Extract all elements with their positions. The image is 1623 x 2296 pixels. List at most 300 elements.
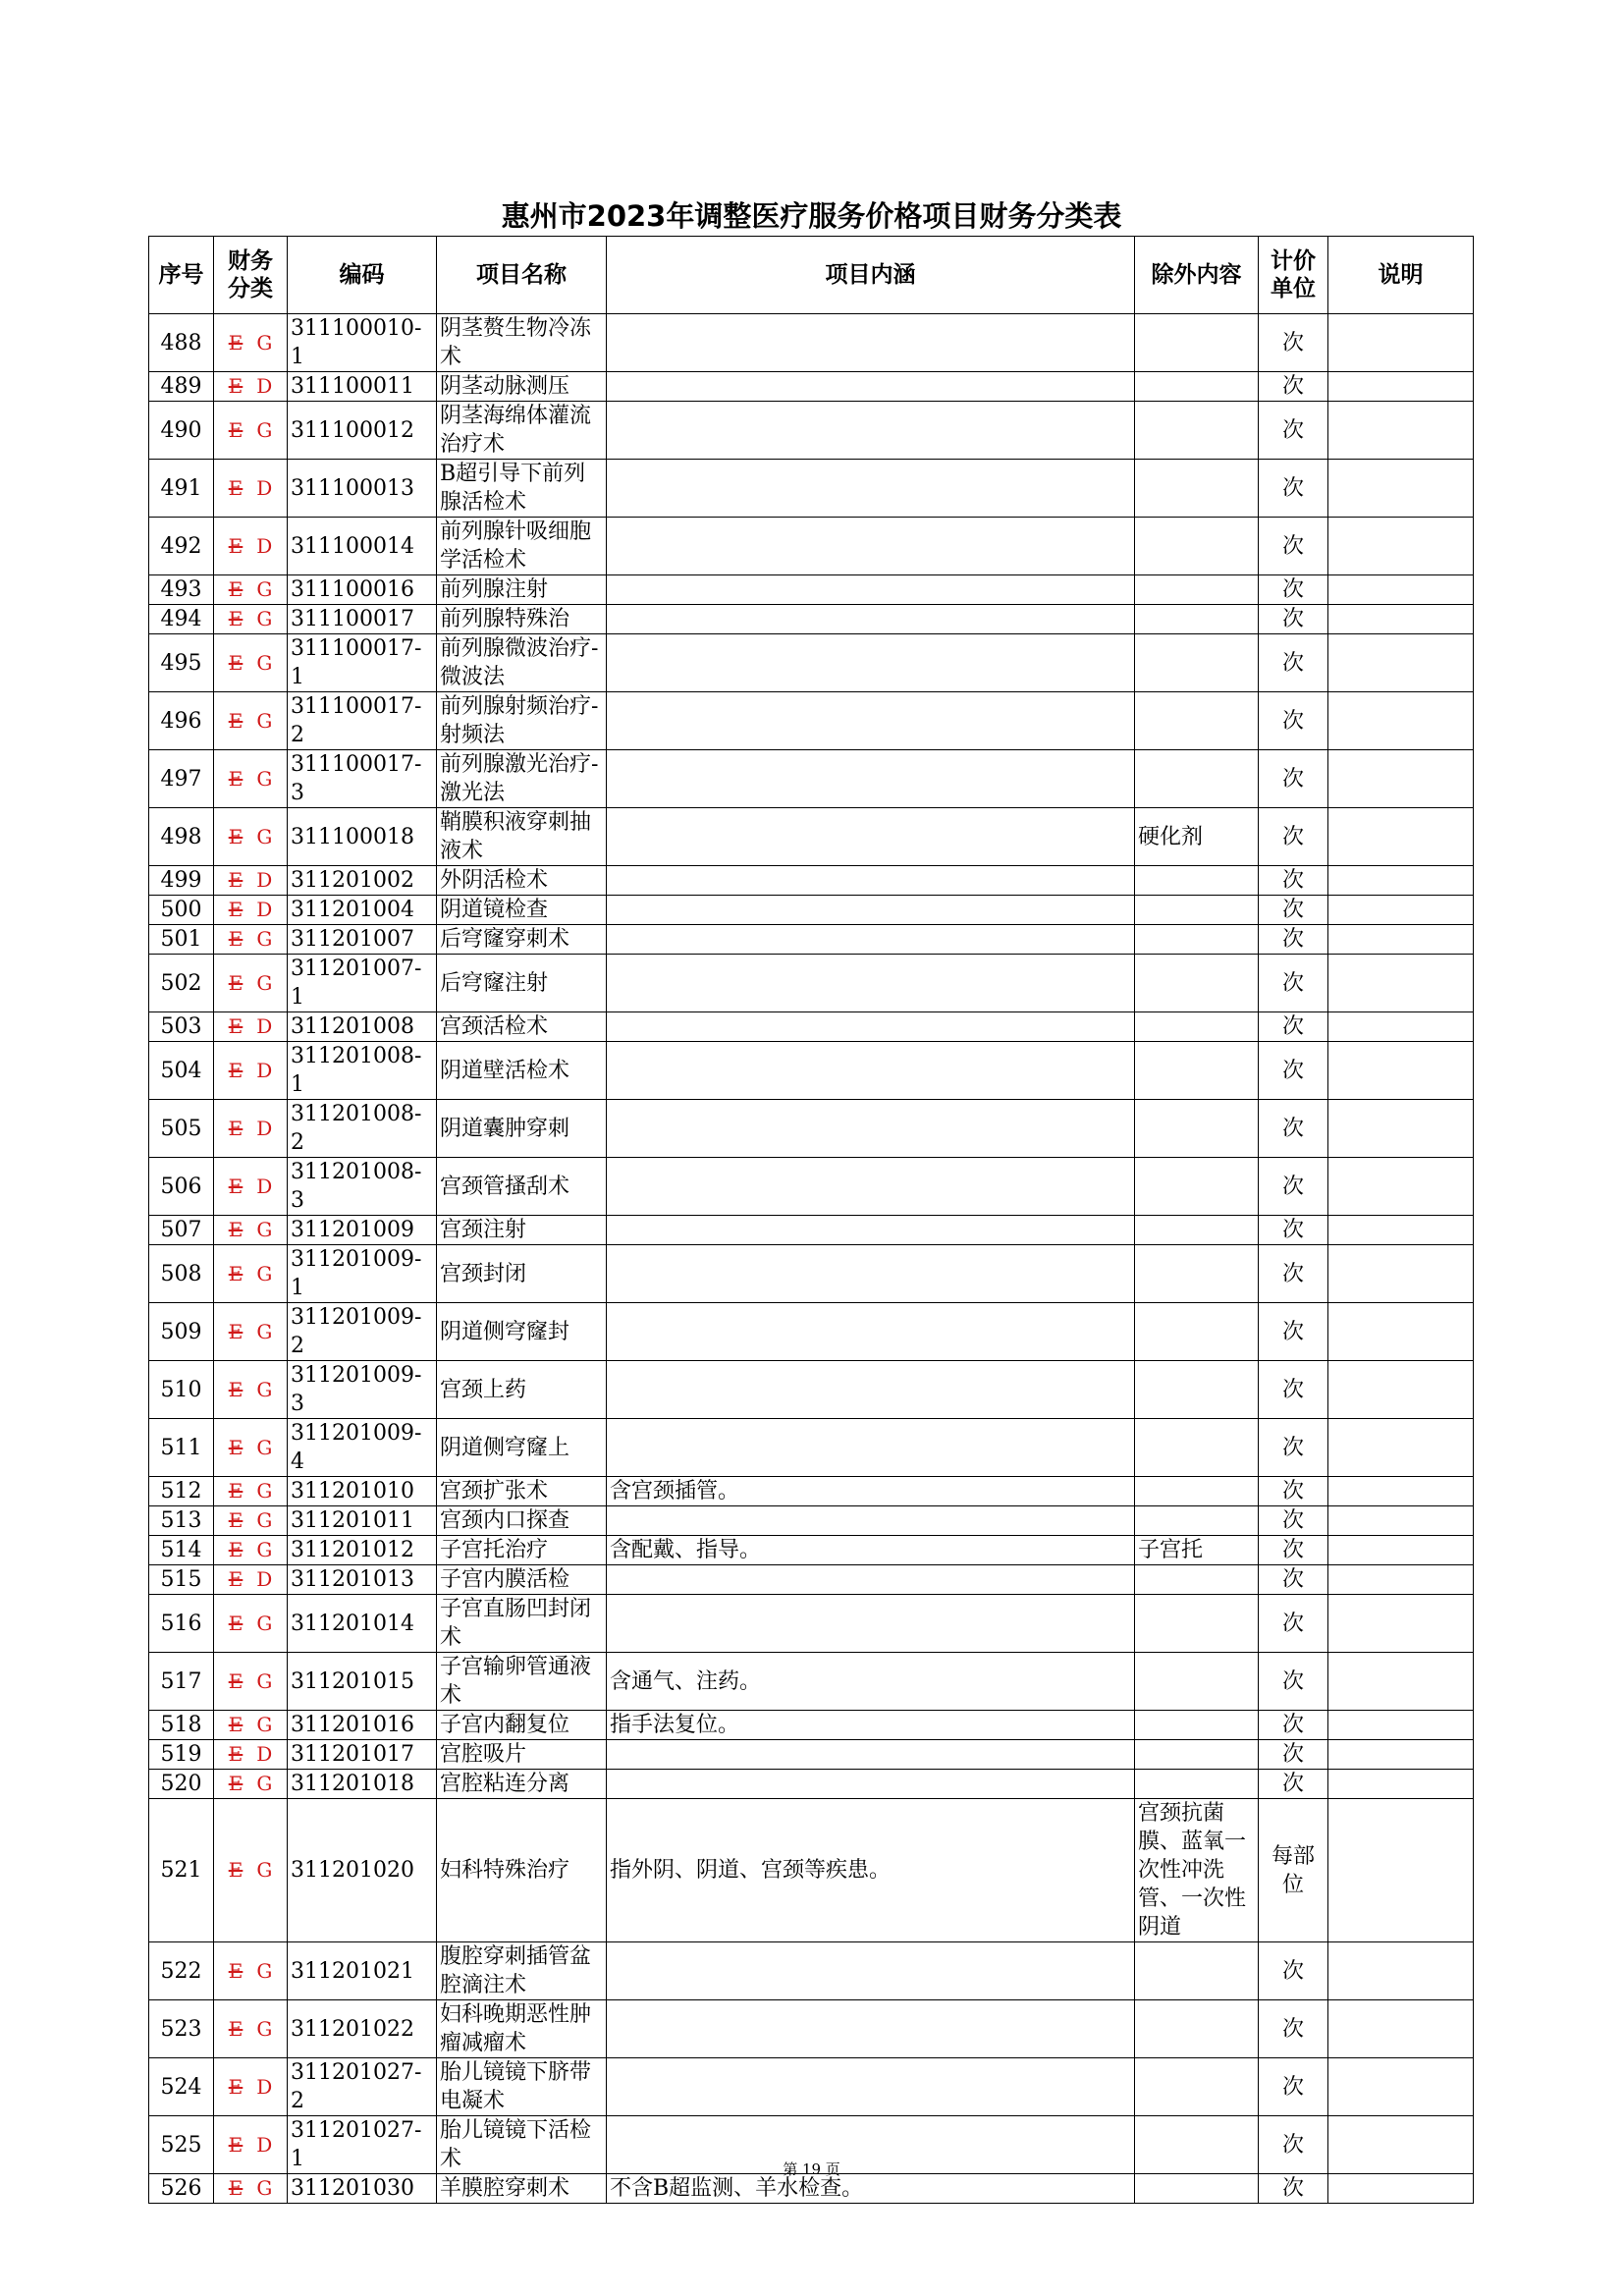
row-category — [214, 925, 288, 955]
row-content: 含通气、注药。 — [607, 1653, 1135, 1711]
category-letter: G — [256, 607, 273, 630]
header-seq: 序号 — [149, 237, 214, 314]
category-struck-letter: E — [228, 970, 243, 995]
row-note — [1328, 1653, 1474, 1711]
category-letter: G — [256, 1319, 273, 1343]
row-seq: 510 — [149, 1361, 214, 1419]
category-struck-letter: E — [228, 475, 243, 500]
row-excluded — [1135, 1100, 1259, 1158]
row-content — [607, 1740, 1135, 1770]
row-code: 311201008-2 — [288, 1100, 437, 1158]
row-note — [1328, 1770, 1474, 1799]
row-content — [607, 1303, 1135, 1361]
row-name: 子宫内翻复位 — [437, 1711, 607, 1740]
row-excluded — [1135, 575, 1259, 605]
row-name: 妇科特殊治疗 — [437, 1799, 607, 1942]
row-content — [607, 575, 1135, 605]
row-code: 311201030 — [288, 2174, 437, 2204]
header-name: 项目名称 — [437, 237, 607, 314]
row-category — [214, 1012, 288, 1042]
row-excluded — [1135, 1361, 1259, 1419]
row-note — [1328, 2000, 1474, 2058]
row-seq: 493 — [149, 575, 214, 605]
category-struck-letter: E — [228, 708, 243, 733]
row-seq: 525 — [149, 2116, 214, 2174]
row-note — [1328, 402, 1474, 460]
table-row — [149, 1477, 1474, 1506]
row-excluded — [1135, 1477, 1259, 1506]
row-category — [214, 314, 288, 372]
row-excluded — [1135, 1536, 1259, 1565]
category-letter: G — [256, 417, 273, 442]
row-category — [214, 402, 288, 460]
row-content — [607, 1012, 1135, 1042]
category-struck-letter: E — [228, 1713, 243, 1736]
category-struck-letter: E — [228, 1116, 243, 1140]
category-letter: D — [256, 898, 273, 921]
row-name: 阴茎海绵体灌流治疗术 — [437, 402, 607, 460]
row-category — [214, 1419, 288, 1477]
row-unit: 次 — [1259, 2116, 1328, 2174]
row-seq: 512 — [149, 1477, 214, 1506]
row-name: 阴道侧穹窿封 — [437, 1303, 607, 1361]
row-code: 311100010-1 — [288, 314, 437, 372]
row-code: 311100012 — [288, 402, 437, 460]
category-struck-letter: E — [228, 1377, 243, 1401]
row-category — [214, 1245, 288, 1303]
category-struck-letter: E — [228, 1668, 243, 1693]
table-row — [149, 808, 1474, 866]
row-unit: 次 — [1259, 1245, 1328, 1303]
row-note — [1328, 1158, 1474, 1216]
row-seq: 498 — [149, 808, 214, 866]
row-code: 311201011 — [288, 1506, 437, 1536]
table-row — [149, 634, 1474, 692]
row-code: 311201009-2 — [288, 1303, 437, 1361]
row-code: 311201016 — [288, 1711, 437, 1740]
row-seq: 524 — [149, 2058, 214, 2116]
row-name: 前列腺针吸细胞学活检术 — [437, 518, 607, 575]
row-content: 含宫颈插管。 — [607, 1477, 1135, 1506]
row-seq: 503 — [149, 1012, 214, 1042]
category-letter: D — [256, 1742, 273, 1766]
row-excluded — [1135, 2058, 1259, 2116]
row-seq: 504 — [149, 1042, 214, 1100]
row-code: 311100017-2 — [288, 692, 437, 750]
category-struck-letter: E — [228, 1174, 243, 1198]
table-row — [149, 866, 1474, 896]
category-letter: G — [256, 1668, 273, 1693]
row-code: 311201004 — [288, 896, 437, 925]
row-note — [1328, 1536, 1474, 1565]
row-excluded — [1135, 2000, 1259, 2058]
row-code: 311100017 — [288, 605, 437, 634]
category-letter: G — [256, 2016, 273, 2041]
row-unit: 次 — [1259, 372, 1328, 402]
category-struck-letter: E — [228, 2132, 243, 2157]
row-seq: 519 — [149, 1740, 214, 1770]
table-row — [149, 896, 1474, 925]
category-letter: D — [256, 2132, 273, 2157]
category-letter: G — [256, 577, 273, 601]
row-unit: 次 — [1259, 1770, 1328, 1799]
table-row — [149, 518, 1474, 575]
category-struck-letter: E — [228, 1538, 243, 1561]
row-note — [1328, 1565, 1474, 1595]
row-note — [1328, 692, 1474, 750]
row-unit: 次 — [1259, 1506, 1328, 1536]
row-name: 前列腺微波治疗-微波法 — [437, 634, 607, 692]
row-content — [607, 866, 1135, 896]
category-struck-letter: E — [228, 927, 243, 951]
row-note — [1328, 1042, 1474, 1100]
category-struck-letter: E — [228, 607, 243, 630]
row-content — [607, 1942, 1135, 2000]
category-struck-letter: E — [228, 1742, 243, 1766]
table-row — [149, 1303, 1474, 1361]
row-code: 311100013 — [288, 460, 437, 518]
category-letter: D — [256, 475, 273, 500]
row-seq: 491 — [149, 460, 214, 518]
row-seq: 521 — [149, 1799, 214, 1942]
row-excluded — [1135, 1565, 1259, 1595]
row-seq: 514 — [149, 1536, 214, 1565]
row-unit: 每部位 — [1259, 1799, 1328, 1942]
row-excluded — [1135, 750, 1259, 808]
category-letter: D — [256, 1058, 273, 1082]
row-note — [1328, 1303, 1474, 1361]
header-note: 说明 — [1328, 237, 1474, 314]
table-body — [149, 314, 1474, 2204]
row-unit: 次 — [1259, 896, 1328, 925]
category-struck-letter: E — [228, 1014, 243, 1038]
row-code: 311201009 — [288, 1216, 437, 1245]
row-category — [214, 1799, 288, 1942]
row-note — [1328, 896, 1474, 925]
row-excluded — [1135, 1245, 1259, 1303]
row-code: 311201007 — [288, 925, 437, 955]
row-category — [214, 750, 288, 808]
category-letter: D — [256, 1567, 273, 1591]
table-row — [149, 1216, 1474, 1245]
row-seq: 496 — [149, 692, 214, 750]
category-letter: G — [256, 708, 273, 733]
row-name: 宫颈活检术 — [437, 1012, 607, 1042]
row-unit: 次 — [1259, 1419, 1328, 1477]
row-note — [1328, 750, 1474, 808]
row-excluded — [1135, 372, 1259, 402]
category-struck-letter: E — [228, 1772, 243, 1795]
row-code: 311201009-4 — [288, 1419, 437, 1477]
row-excluded — [1135, 634, 1259, 692]
row-name: 子宫输卵管通液术 — [437, 1653, 607, 1711]
row-code: 311201009-3 — [288, 1361, 437, 1419]
row-excluded — [1135, 1042, 1259, 1100]
category-letter: G — [256, 1508, 273, 1532]
row-excluded — [1135, 314, 1259, 372]
row-excluded — [1135, 518, 1259, 575]
row-code: 311201008-3 — [288, 1158, 437, 1216]
row-note — [1328, 1477, 1474, 1506]
row-seq: 526 — [149, 2174, 214, 2204]
table-row — [149, 605, 1474, 634]
category-struck-letter: E — [228, 1218, 243, 1241]
category-struck-letter: E — [228, 1435, 243, 1459]
row-note — [1328, 1506, 1474, 1536]
row-unit: 次 — [1259, 1740, 1328, 1770]
category-struck-letter: E — [228, 1058, 243, 1082]
row-note — [1328, 866, 1474, 896]
table-row — [149, 750, 1474, 808]
row-unit: 次 — [1259, 1711, 1328, 1740]
excluded-text: 硬化剂 — [1138, 824, 1204, 849]
row-unit: 次 — [1259, 1361, 1328, 1419]
table-row — [149, 955, 1474, 1012]
row-category — [214, 1158, 288, 1216]
row-seq: 500 — [149, 896, 214, 925]
row-note — [1328, 808, 1474, 866]
row-seq: 511 — [149, 1419, 214, 1477]
row-unit: 次 — [1259, 575, 1328, 605]
category-struck-letter: E — [228, 868, 243, 892]
row-category — [214, 1477, 288, 1506]
header-row — [149, 237, 1474, 314]
category-struck-letter: E — [228, 2176, 243, 2200]
row-excluded — [1135, 1942, 1259, 2000]
category-letter: G — [256, 1218, 273, 1241]
table-row — [149, 1361, 1474, 1419]
row-unit: 次 — [1259, 402, 1328, 460]
row-unit: 次 — [1259, 955, 1328, 1012]
row-content — [607, 692, 1135, 750]
row-excluded — [1135, 808, 1259, 866]
row-note — [1328, 955, 1474, 1012]
row-category — [214, 605, 288, 634]
row-note — [1328, 1216, 1474, 1245]
row-unit: 次 — [1259, 1100, 1328, 1158]
row-code: 311201015 — [288, 1653, 437, 1711]
category-struck-letter: E — [228, 650, 243, 675]
page-title: 惠州市2023年调整医疗服务价格项目财务分类表 — [501, 199, 1122, 233]
row-excluded — [1135, 896, 1259, 925]
row-name: B超引导下前列腺活检术 — [437, 460, 607, 518]
table-row — [149, 1100, 1474, 1158]
category-letter: G — [256, 1958, 273, 1983]
row-excluded — [1135, 1158, 1259, 1216]
category-letter: D — [256, 868, 273, 892]
row-seq: 509 — [149, 1303, 214, 1361]
row-name: 宫颈管搔刮术 — [437, 1158, 607, 1216]
row-category — [214, 2000, 288, 2058]
row-unit: 次 — [1259, 1653, 1328, 1711]
row-seq: 494 — [149, 605, 214, 634]
category-letter: G — [256, 1611, 273, 1635]
category-struck-letter: E — [228, 1958, 243, 1983]
row-seq: 507 — [149, 1216, 214, 1245]
row-note — [1328, 1799, 1474, 1942]
category-struck-letter: E — [228, 898, 243, 921]
row-content — [607, 1042, 1135, 1100]
header-category: 财务分类 — [214, 237, 288, 314]
row-content: 不含B超监测、羊水检查。 — [607, 2174, 1135, 2204]
row-code: 311201027-1 — [288, 2116, 437, 2174]
category-struck-letter: E — [228, 1261, 243, 1285]
row-excluded — [1135, 1653, 1259, 1711]
row-note — [1328, 1419, 1474, 1477]
row-note — [1328, 460, 1474, 518]
row-content — [607, 1565, 1135, 1595]
row-name: 前列腺激光治疗-激光法 — [437, 750, 607, 808]
category-letter: D — [256, 1174, 273, 1198]
row-seq: 518 — [149, 1711, 214, 1740]
category-letter: G — [256, 1772, 273, 1795]
row-name: 前列腺注射 — [437, 575, 607, 605]
row-unit: 次 — [1259, 750, 1328, 808]
row-excluded — [1135, 1770, 1259, 1799]
row-content — [607, 1216, 1135, 1245]
row-category — [214, 1653, 288, 1711]
row-excluded — [1135, 866, 1259, 896]
row-category — [214, 2058, 288, 2116]
row-name: 阴道镜检查 — [437, 896, 607, 925]
row-category — [214, 896, 288, 925]
row-content — [607, 1595, 1135, 1653]
row-note — [1328, 634, 1474, 692]
category-letter: G — [256, 1858, 273, 1882]
row-note — [1328, 2058, 1474, 2116]
row-seq: 499 — [149, 866, 214, 896]
row-category — [214, 372, 288, 402]
row-code: 311100014 — [288, 518, 437, 575]
row-seq: 505 — [149, 1100, 214, 1158]
row-category — [214, 1595, 288, 1653]
row-note — [1328, 605, 1474, 634]
category-letter: G — [256, 1377, 273, 1401]
table-row — [149, 2058, 1474, 2116]
row-excluded — [1135, 1799, 1259, 1942]
row-unit: 次 — [1259, 2058, 1328, 2116]
table-row — [149, 1536, 1474, 1565]
row-name: 子宫内膜活检 — [437, 1565, 607, 1595]
row-code: 311100017-1 — [288, 634, 437, 692]
row-category — [214, 692, 288, 750]
table-row — [149, 575, 1474, 605]
row-content — [607, 402, 1135, 460]
row-category — [214, 518, 288, 575]
row-seq: 516 — [149, 1595, 214, 1653]
row-content — [607, 750, 1135, 808]
page-number: 第 19 页 — [783, 2160, 840, 2178]
row-seq: 489 — [149, 372, 214, 402]
row-excluded — [1135, 1303, 1259, 1361]
category-struck-letter: E — [228, 2016, 243, 2041]
table-row — [149, 314, 1474, 372]
category-letter: G — [256, 824, 273, 848]
category-letter: G — [256, 330, 273, 355]
row-seq: 513 — [149, 1506, 214, 1536]
row-seq: 506 — [149, 1158, 214, 1216]
row-name: 前列腺特殊治 — [437, 605, 607, 634]
row-content — [607, 605, 1135, 634]
row-note — [1328, 1942, 1474, 2000]
row-excluded — [1135, 1506, 1259, 1536]
row-content — [607, 1245, 1135, 1303]
table-row — [149, 1653, 1474, 1711]
row-note — [1328, 1595, 1474, 1653]
row-name: 阴茎动脉测压 — [437, 372, 607, 402]
row-code: 311201010 — [288, 1477, 437, 1506]
row-seq: 515 — [149, 1565, 214, 1595]
header-excluded: 除外内容 — [1135, 237, 1259, 314]
row-content — [607, 314, 1135, 372]
row-content — [607, 1770, 1135, 1799]
row-unit: 次 — [1259, 1477, 1328, 1506]
row-unit: 次 — [1259, 866, 1328, 896]
category-struck-letter: E — [228, 1858, 243, 1882]
row-category — [214, 1770, 288, 1799]
table-row — [149, 460, 1474, 518]
row-content — [607, 1100, 1135, 1158]
row-category — [214, 808, 288, 866]
row-unit: 次 — [1259, 692, 1328, 750]
row-note — [1328, 314, 1474, 372]
row-name: 外阴活检术 — [437, 866, 607, 896]
table-row — [149, 1012, 1474, 1042]
row-unit: 次 — [1259, 1942, 1328, 2000]
category-letter: D — [256, 374, 273, 398]
row-unit: 次 — [1259, 1158, 1328, 1216]
category-letter: G — [256, 2176, 273, 2200]
header-unit: 计价单位 — [1259, 237, 1328, 314]
row-unit: 次 — [1259, 605, 1328, 634]
row-excluded — [1135, 925, 1259, 955]
row-code: 311100017-3 — [288, 750, 437, 808]
row-name: 阴茎赘生物冷冻术 — [437, 314, 607, 372]
row-seq: 490 — [149, 402, 214, 460]
row-category — [214, 460, 288, 518]
category-struck-letter: E — [228, 1611, 243, 1635]
row-code: 311201020 — [288, 1799, 437, 1942]
table-row — [149, 402, 1474, 460]
table-row — [149, 1740, 1474, 1770]
category-letter: G — [256, 766, 273, 791]
row-name: 宫颈注射 — [437, 1216, 607, 1245]
row-name: 阴道囊肿穿刺 — [437, 1100, 607, 1158]
category-letter: D — [256, 1014, 273, 1038]
row-note — [1328, 1245, 1474, 1303]
row-name: 阴道侧穹窿上 — [437, 1419, 607, 1477]
category-letter: G — [256, 1538, 273, 1561]
row-excluded — [1135, 1012, 1259, 1042]
row-content — [607, 1361, 1135, 1419]
row-seq: 508 — [149, 1245, 214, 1303]
category-struck-letter: E — [228, 1508, 243, 1532]
row-code: 311201009-1 — [288, 1245, 437, 1303]
row-excluded — [1135, 955, 1259, 1012]
row-note — [1328, 575, 1474, 605]
row-note — [1328, 1012, 1474, 1042]
row-category — [214, 1740, 288, 1770]
row-category — [214, 634, 288, 692]
row-code: 311201008-1 — [288, 1042, 437, 1100]
row-name: 宫颈上药 — [437, 1361, 607, 1419]
row-code: 311100018 — [288, 808, 437, 866]
row-unit: 次 — [1259, 925, 1328, 955]
row-unit: 次 — [1259, 1565, 1328, 1595]
table-row — [149, 2000, 1474, 2058]
row-excluded — [1135, 1216, 1259, 1245]
row-content — [607, 808, 1135, 866]
